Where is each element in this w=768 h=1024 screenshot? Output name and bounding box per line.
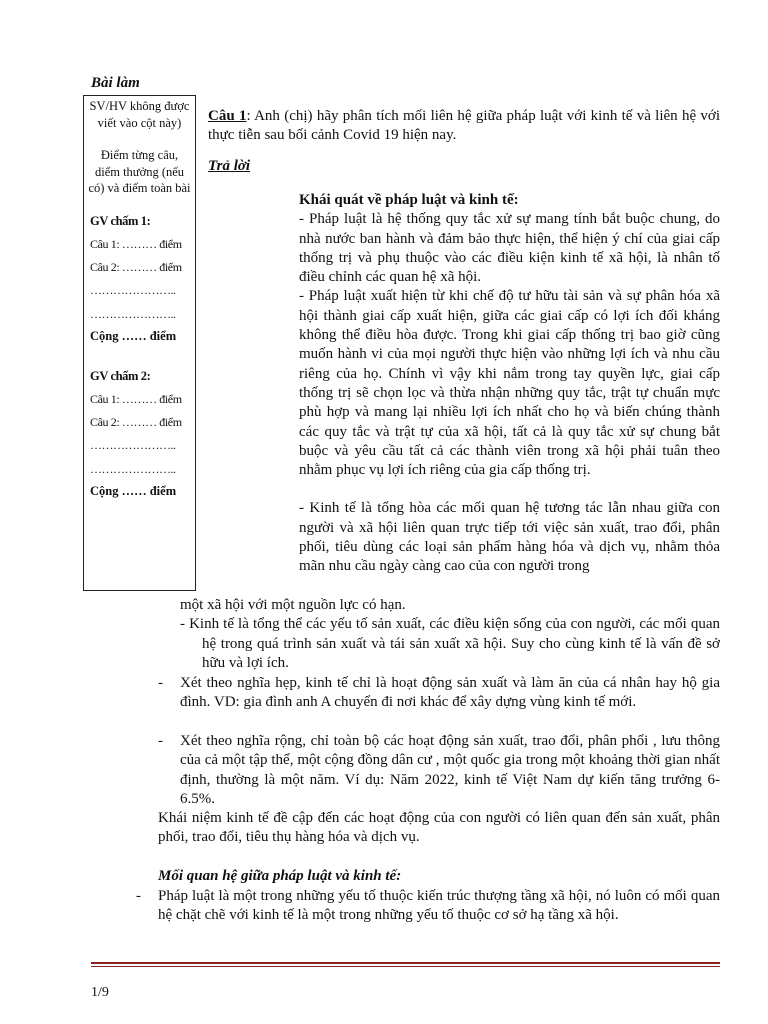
grader1-total: Cộng …… điểm	[90, 329, 177, 343]
margin-note-no-write: SV/HV không được viết vào cột này)	[89, 99, 190, 130]
grader2-q2-score: Câu 2: ……… điểm	[90, 415, 182, 429]
grader1-q2-score: Câu 2: ……… điểm	[90, 260, 182, 274]
grader2-title: GV chấm 2:	[90, 368, 151, 383]
question-1	[208, 107, 720, 145]
list-item	[158, 674, 720, 713]
grader2-q1-score: Câu 1: ……… điểm	[90, 392, 182, 406]
grader2-dots-2: …………………..	[90, 461, 176, 476]
dash-bullet: -	[136, 888, 141, 904]
section1-title: Khái quát về pháp luật và kinh tế:	[299, 192, 519, 208]
grader1-title: GV chấm 1:	[90, 213, 151, 228]
margin-note-scores: Điểm từng câu, diểm thưởng (nếu có) và điểm toàn bài	[88, 148, 191, 195]
section1-block	[299, 191, 720, 577]
grader2-dots-1: …………………..	[90, 438, 176, 452]
grader2-block	[84, 368, 195, 500]
section2-title: Mối quan hệ giữa pháp luật và kinh tế:	[158, 868, 402, 884]
dash-bullet: -	[158, 733, 163, 749]
answer-label: Trả lời	[208, 158, 251, 174]
list-item	[158, 732, 720, 809]
answer-sheet-heading: Bài làm	[91, 75, 140, 91]
narrow-sense-item: Xét theo nghĩa hẹp, kinh tế chỉ là hoạt động sản xuất và làm ăn của cá nhân hay hộ gia đình. VD: gia đình anh A chuyển đi nơi khác để xây dựng vùng kinh tế mới.	[180, 675, 720, 711]
question-text: : Anh (chị) hãy phân tích mối liên hệ giữa pháp luật với kinh tế và liên hệ với thực tiễn sau bối cảnh Covid 19 hiện nay.	[208, 108, 720, 143]
footer-rule-thick	[91, 962, 720, 964]
dash-bullet: -	[158, 675, 163, 691]
grader1-q1-score: Câu 1: ……… điểm	[90, 237, 182, 251]
grader2-total: Cộng …… điểm	[90, 484, 177, 498]
economy-continuation	[180, 596, 720, 673]
broad-sense-item: Xét theo nghĩa rộng, chỉ toàn bộ các hoạt động sản xuất, trao đổi, phân phối , lưu thông của cả một tập thể, một cộng đồng dân cư , một quốc gia trong một khoảng thời gian nhất định, thường là một năm. Ví dụ: Năm 2022, kinh tế Việt Nam dự kiến tăng trưởng 6-6.5%.	[180, 733, 720, 807]
footer-rule-thin	[91, 966, 720, 967]
grader1-dots-1: …………………..	[90, 283, 176, 297]
economy-definition-paragraph: - Kinh tế là tổng hòa các mối quan hệ tương tác lẫn nhau giữa con người và xã hội liên quan trực tiếp tới việc sản xuất, trao đổi, phân phối, tiêu dùng các loại sản phẩm hàng hóa và dịch vụ, nhằm thỏa mãn nhu cầu ngày càng cao của con người trong	[299, 500, 720, 575]
economy-factors-paragraph: - Kinh tế là tổng thể các yếu tố sản xuất, các điều kiện sống của con người, các mối quan hệ trong quá trình sản xuất và tái sản xuất xã hội. Suy cho cùng kinh tế là vấn đề sở hữu và lợi ích.	[180, 616, 720, 671]
page-number: 1/9	[91, 985, 109, 1000]
grader1-dots-2: …………………..	[90, 306, 176, 321]
economy-concept-paragraph: Khái niệm kinh tế đề cập đến các hoạt động của con người có liên quan đến sản xuất, phân phối, trao đổi, tiêu thụ hàng hóa và dịch vụ.	[158, 810, 720, 846]
question-label: Câu 1	[208, 108, 247, 124]
economy-definition-tail: một xã hội với một nguồn lực có hạn.	[180, 597, 406, 613]
grading-margin-box	[83, 95, 196, 591]
relationship-item: Pháp luật là một trong những yếu tố thuộc kiến trúc thượng tầng xã hội, nó luôn có mối quan hệ chặt chẽ với kinh tế là một trong những yếu tố thuộc cơ sở hạ tầng xã hội.	[158, 888, 720, 924]
law-definition-paragraph: - Pháp luật là hệ thống quy tắc xử sự mang tính bắt buộc chung, do nhà nước ban hành và đảm bảo thực hiện, thể hiện ý chí của giai cấp thống trị và phụ thuộc vào các điều kiện kinh tế xã hội, là nhân tố điều chỉnh các quan hệ xã hội.	[299, 211, 720, 286]
law-origin-paragraph: - Pháp luật xuất hiện từ khi chế độ tư hữu tài sản và sự phân hóa xã hội thành giai cấp xuất hiện, giữa các giai cấp có lợi ích đối kháng không thể điều hòa được. Trong khi giai cấp thống trị bao giờ cũng muốn hành vi của mọi người thực hiện vào những lợi ích và nhu cầu riêng của họ. Chính vì vậy khi nắm trong tay quyền lực, giai cấp thống trị sẽ chọn lọc và thừa nhận những quy tắc, trật tự chuẩn mực phù hợp và mang lại nhiều lợi ích nhất cho họ và biến chúng thành các quy tắc và trật tự của xã hội, tất cả là quy tắc xử sự chung bắt buộc và yêu cầu tất cả các thành viên trong xã hội phải tuân theo nhằm phục vụ lợi ích riêng của gia cấp thống trị.	[299, 288, 720, 479]
list-item	[136, 887, 720, 926]
grader1-block	[84, 213, 195, 345]
